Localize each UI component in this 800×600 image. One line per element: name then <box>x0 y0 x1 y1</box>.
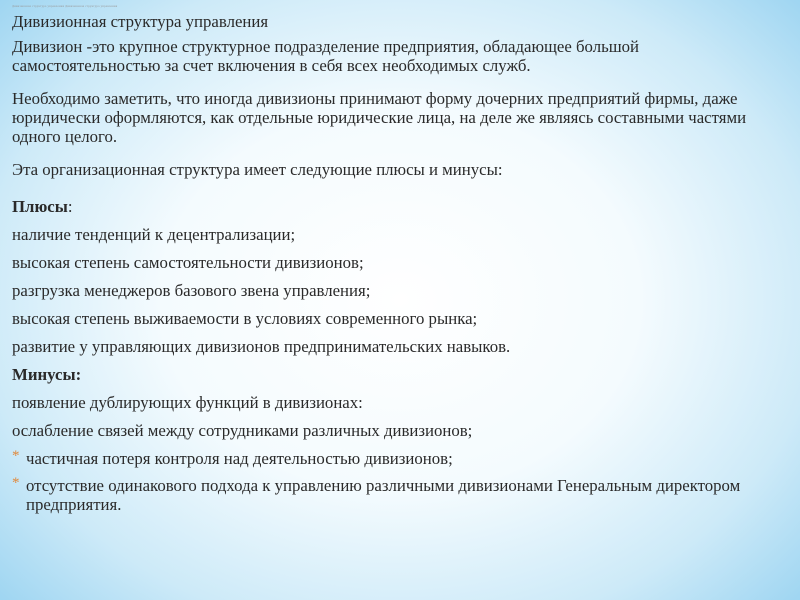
slide-heading: Дивизионная структура управления <box>12 12 269 31</box>
pros-item: наличие тенденций к децентрализации; <box>12 225 296 244</box>
intro-paragraph: Эта организационная структура имеет следующие плюсы и минусы: <box>12 160 503 179</box>
definition-paragraph: Дивизион -это крупное структурное подразделение предприятия, обладающее большой самостоятельностью за счет включения в себя всех необходимых служб. <box>12 37 640 75</box>
bullet-text: отсутствие одинакового подхода к управлению различными дивизионами Генеральным директором предприятия. <box>26 476 741 514</box>
pros-label: Плюсы <box>12 197 68 216</box>
tiny-header-text: Дивизионная структура управления Дивизионная структура управления <box>12 4 118 8</box>
pros-item: развитие у управляющих дивизионов предпринимательских навыков. <box>12 337 511 356</box>
bullet-star-icon: * <box>12 448 20 464</box>
pros-item: высокая степень самостоятельности дивизионов; <box>12 253 364 272</box>
pros-colon: : <box>67 197 73 216</box>
bullet-text: частичная потеря контроля над деятельностью дивизионов; <box>26 449 453 468</box>
pros-item: высокая степень выживаемости в условиях современного рынка; <box>12 309 478 328</box>
bullet-item <box>12 476 782 514</box>
cons-heading: Минусы: <box>12 365 82 384</box>
note-paragraph: Необходимо заметить, что иногда дивизионы принимают форму дочерних предприятий фирмы, даже юридически оформляются, как отдельные юридические лица, на деле же являясь составными частями одного целого. <box>12 89 747 146</box>
cons-item: ослабление связей между сотрудниками различных дивизионов; <box>12 421 473 440</box>
cons-item: появление дублирующих функций в дивизионах: <box>12 393 363 412</box>
bullet-star-icon: * <box>12 475 20 491</box>
pros-item: разгрузка менеджеров базового звена управления; <box>12 281 371 300</box>
bullet-item <box>12 449 782 468</box>
pros-heading <box>12 197 782 216</box>
slide-content <box>12 12 782 522</box>
